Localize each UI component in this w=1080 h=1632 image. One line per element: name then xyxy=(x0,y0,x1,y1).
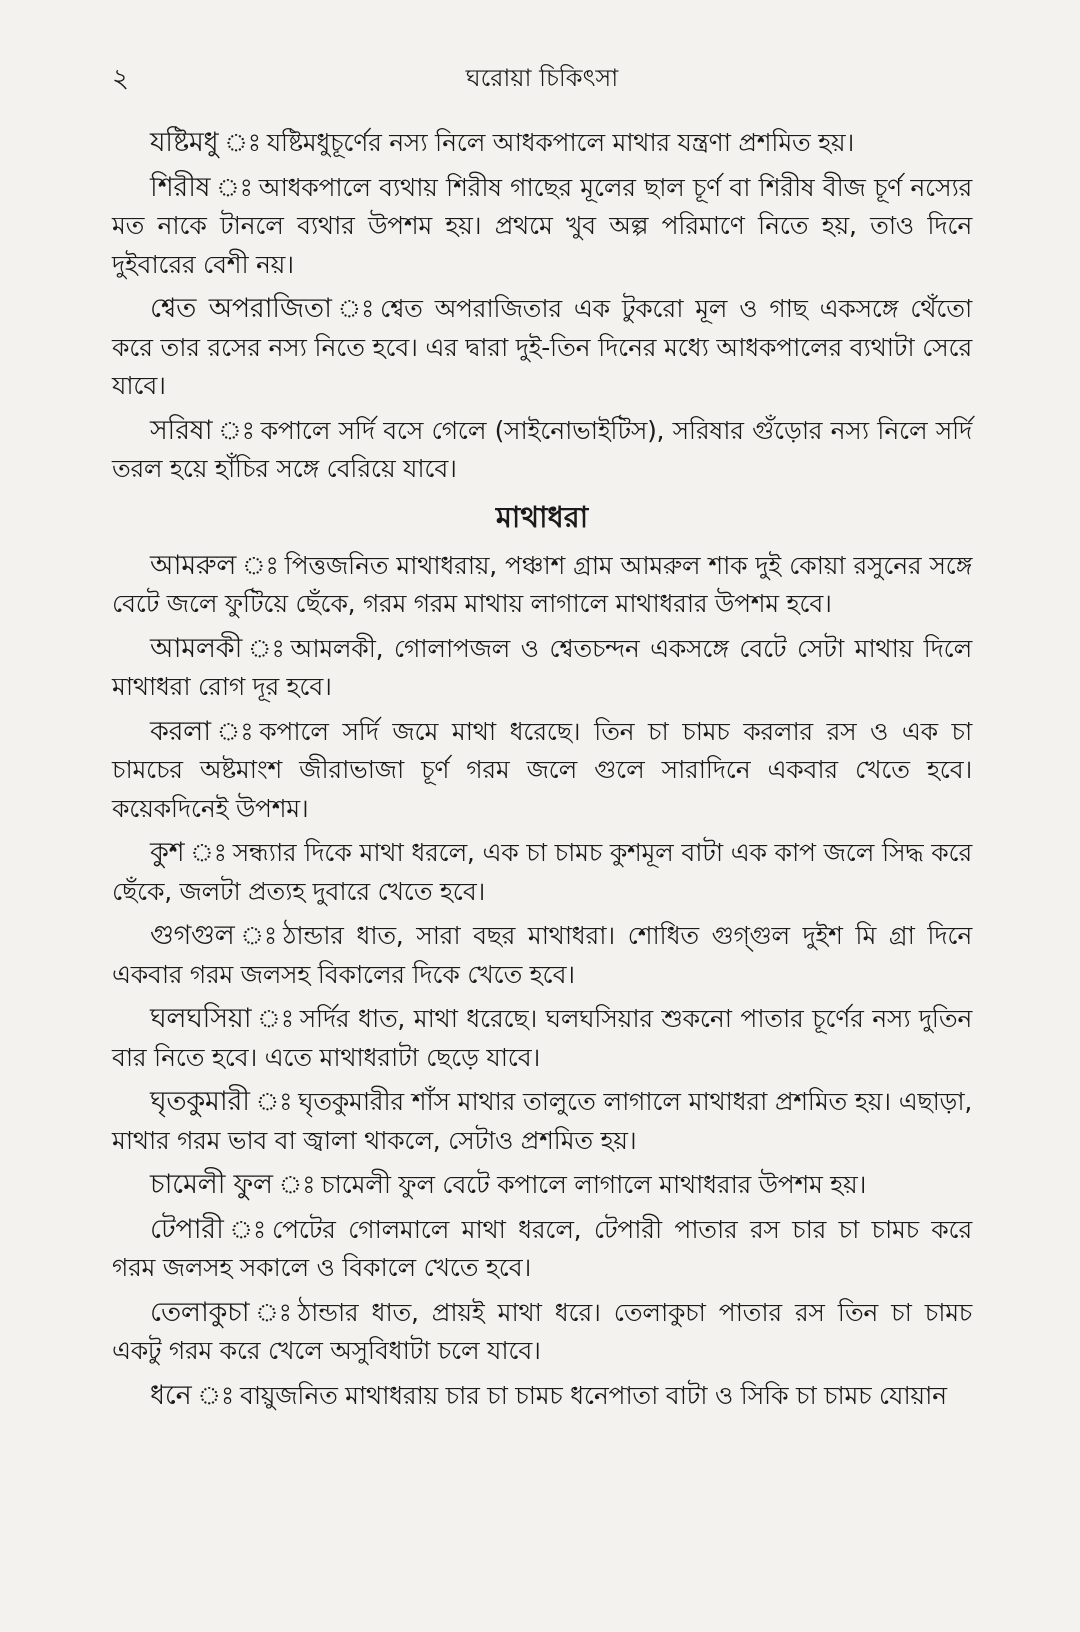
book-page xyxy=(112,58,972,1421)
remedy-text: ঠান্ডার ধাত, সারা বছর মাথাধরা। শোধিত গুগ্‌গুল দুইশ মি গ্রা দিনে একবার গরম জলসহ বিকালের দিকে খেতে হবে। xyxy=(112,921,972,989)
remedy-text: বায়ুজনিত মাথাধরায় চার চা চামচ ধনেপাতা বাটা ও সিকি চা চামচ যোয়ান xyxy=(239,1380,947,1410)
separator: ঃ xyxy=(224,128,261,157)
remedy-term: ধনে xyxy=(150,1379,192,1411)
remedy-term: আমলকী xyxy=(150,632,243,664)
remedy-term: চামেলী ফুল xyxy=(150,1169,273,1200)
remedy-entry xyxy=(112,917,972,994)
remedy-text: ঘৃতকুমারীর শাঁস মাথার তালুতে লাগালে মাথাধরা প্রশমিত হয়। এছাড়া, মাথার গরম ভাব বা জ্বালা থাকলে, সেটাও প্রশমিত হয়। xyxy=(112,1087,972,1155)
remedy-entry xyxy=(112,1294,972,1371)
remedy-text: আমলকী, গোলাপজল ও শ্বেতচন্দন একসঙ্গে বেটে সেটা মাথায় দিলে মাথাধরা রোগ দূর হবে। xyxy=(112,633,972,701)
remedy-entry xyxy=(112,124,972,163)
remedy-entry xyxy=(112,169,972,285)
remedy-text: আধকপালে ব্যথায় শিরীষ গাছের মূলের ছাল চূর্ণ বা শিরীষ বীজ চূর্ণ নস্যের মত নাকে টানলে ব্যথার উপশম হয়। প্রথমে খুব অল্প পরিমাণে নিতে হয়, তাও দিনে দুইবারের বেশী নয়। xyxy=(112,172,972,279)
remedy-term: শিরীষ xyxy=(150,171,211,203)
remedy-text: কপালে সর্দি জমে মাথা ধরেছে। তিন চা চামচ করলার রস ও এক চা চামচের অষ্টমাংশ জীরাভাজা চূর্ণ গরম জলে গুলে সারাদিনে একবার খেতে হবে। কয়েকদিনেই উপশম। xyxy=(112,716,972,823)
remedy-text: পিত্তজনিত মাথাধরায়, পঞ্চাশ গ্রাম আমরুল শাক দুই কোয়া রসুনের সঙ্গে বেটে জলে ফুটিয়ে ছেঁকে, গরম গরম মাথায় লাগালে মাথাধরার উপশম হবে। xyxy=(112,550,972,618)
remedy-text: কপালে সর্দি বসে গেলে (সাইনোভাইটিস), সরিষার গুঁড়োর নস্য নিলে সর্দি তরল হয়ে হাঁচির সঙ্গে বেরিয়ে যাবে। xyxy=(112,415,972,483)
section-heading: মাথাধরা xyxy=(495,499,589,534)
separator: ঃ xyxy=(337,294,375,323)
remedy-entry xyxy=(112,1377,972,1416)
remedy-term: ঘলঘসিয়া xyxy=(150,1003,252,1034)
separator: ঃ xyxy=(242,550,279,580)
remedy-term: কুশ xyxy=(150,837,185,868)
separator: ঃ xyxy=(248,633,285,663)
remedy-text: যষ্টিমধুচূর্ণের নস্য নিলে আধকপালে মাথার যন্ত্রণা প্রশমিত হয়। xyxy=(266,128,854,157)
separator: ঃ xyxy=(190,838,227,867)
remedy-term: শ্বেত অপরাজিতা xyxy=(150,293,332,324)
separator: ঃ xyxy=(229,1214,266,1244)
separator: ঃ xyxy=(197,1380,234,1410)
remedy-entry xyxy=(112,547,972,624)
page-number: ২ xyxy=(112,64,129,94)
remedy-text: ঠান্ডার ধাত, প্রায়ই মাথা ধরে। তেলাকুচা পাতার রস তিন চা চামচ একটু গরম করে খেলে অসুবিধাটা চলে যাবে। xyxy=(112,1297,972,1365)
running-title: ঘরোয়া চিকিৎসা xyxy=(465,64,619,92)
remedy-text: সর্দির ধাত, মাথা ধরেছে। ঘলঘসিয়ার শুকনো পাতার চূর্ণের নস্য দুতিন বার নিতে হবে। এতে মাথাধরাটা ছেড়ে যাবে। xyxy=(112,1004,972,1072)
separator: ঃ xyxy=(240,921,277,950)
separator: ঃ xyxy=(255,1297,292,1327)
remedy-entry xyxy=(112,630,972,707)
remedy-entry xyxy=(112,1211,972,1288)
remedy-term: যষ্টিমধু xyxy=(150,127,219,158)
remedy-entry xyxy=(112,1166,972,1205)
remedy-term: ঘৃতকুমারী xyxy=(150,1086,250,1117)
separator: ঃ xyxy=(255,1087,293,1116)
remedy-term: করলা xyxy=(150,715,211,747)
remedy-text: চামেলী ফুল বেটে কপালে লাগালে মাথাধরার উপশম হয়। xyxy=(321,1170,867,1199)
remedy-text: পেটের গোলমালে মাথা ধরলে, টেপারী পাতার রস চার চা চামচ করে গরম জলসহ সকালে ও বিকালে খেতে হবে। xyxy=(112,1214,972,1282)
remedy-term: আমরুল xyxy=(150,549,237,581)
remedy-term: টেপারী xyxy=(150,1213,224,1245)
remedy-entry xyxy=(112,1000,972,1077)
remedy-entry xyxy=(112,290,972,406)
remedy-text: সন্ধ্যার দিকে মাথা ধরলে, এক চা চামচ কুশমূল বাটা এক কাপ জলে সিদ্ধ করে ছেঁকে, জলটা প্রত্যহ দুবারে খেতে হবে। xyxy=(112,838,972,906)
separator: ঃ xyxy=(278,1170,316,1199)
remedy-term: সরিষা xyxy=(150,414,213,446)
remedy-entry xyxy=(112,834,972,911)
remedy-text: শ্বেত অপরাজিতার এক টুকরো মূল ও গাছ একসঙ্গে থেঁতো করে তার রসের নস্য নিতে হবে। এর দ্বারা দুই-তিন দিনের মধ্যে আধকপালের ব্যথাটা সেরে যাবে। xyxy=(112,294,972,400)
remedy-term: গুগগুল xyxy=(150,920,235,951)
separator: ঃ xyxy=(218,415,255,445)
separator: ঃ xyxy=(216,716,254,746)
separator: ঃ xyxy=(257,1004,294,1033)
separator: ঃ xyxy=(216,172,253,202)
running-header xyxy=(112,58,972,98)
remedy-entry xyxy=(112,1083,972,1160)
remedy-term: তেলাকুচা xyxy=(150,1296,250,1328)
remedy-entry xyxy=(112,412,972,489)
remedy-entry xyxy=(112,713,972,829)
